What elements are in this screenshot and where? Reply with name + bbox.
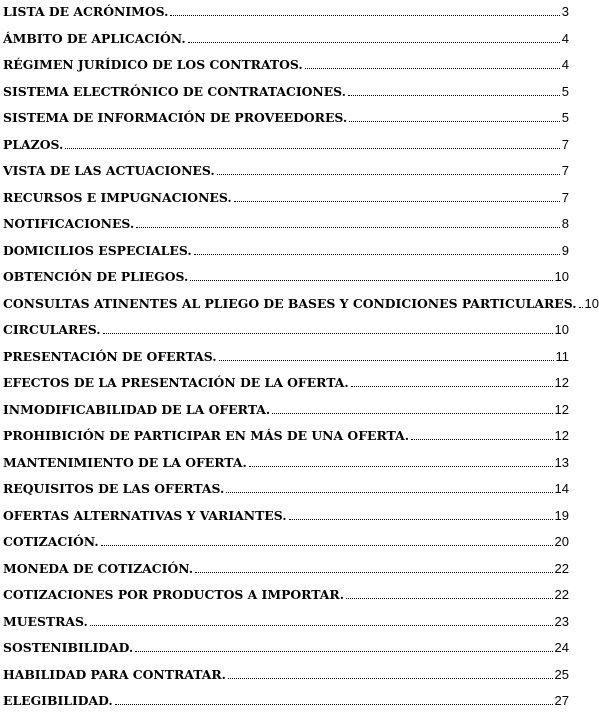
toc-entry-title: COTIZACIÓN. bbox=[3, 534, 99, 549]
toc-entry-page: 14 bbox=[554, 481, 569, 496]
toc-entry-page: 23 bbox=[554, 613, 569, 629]
toc-entry-title: HABILIDAD PARA CONTRATAR. bbox=[3, 666, 226, 682]
toc-entry-title: SOSTENIBILIDAD. bbox=[3, 640, 134, 655]
dot-leader bbox=[170, 15, 559, 16]
dot-leader bbox=[65, 148, 559, 149]
toc-entry-title: CONSULTAS ATINENTES AL PLIEGO DE BASES Y CONDICIONES PARTICULARES. bbox=[3, 295, 577, 311]
toc-entry-inmodificabilidad[interactable] bbox=[3, 401, 569, 428]
toc-entry-title: OBTENCIÓN DE PLIEGOS. bbox=[3, 269, 189, 284]
dot-leader bbox=[411, 439, 553, 440]
dot-leader bbox=[289, 519, 553, 520]
toc-entry-page: 5 bbox=[561, 83, 569, 99]
toc-entry-page: 8 bbox=[561, 216, 569, 231]
toc-entry-obtencion-de-pliegos[interactable] bbox=[3, 268, 569, 295]
dot-leader bbox=[579, 307, 583, 308]
toc-entry-title: OFERTAS ALTERNATIVAS Y VARIANTES. bbox=[3, 507, 287, 523]
toc-entry-presentacion-de-ofertas[interactable] bbox=[3, 348, 569, 375]
toc-entry-title: RECURSOS E IMPUGNACIONES. bbox=[3, 189, 232, 205]
toc-entry-page: 22 bbox=[554, 587, 569, 602]
toc-entry-page: 20 bbox=[554, 534, 569, 549]
toc-entry-title: NOTIFICACIONES. bbox=[3, 216, 135, 231]
toc-entry-title: PROHIBICIÓN DE PARTICIPAR EN MÁS DE UNA OFERTA. bbox=[3, 428, 410, 443]
toc-entry-title: MANTENIMIENTO DE LA OFERTA. bbox=[3, 454, 247, 470]
toc-entry-domicilios-especiales[interactable] bbox=[3, 242, 569, 269]
toc-entry-sostenibilidad[interactable] bbox=[3, 639, 569, 666]
toc-entry-page: 7 bbox=[561, 136, 569, 152]
toc-entry-title: MUESTRAS. bbox=[3, 613, 88, 629]
toc-entry-title: CIRCULARES. bbox=[3, 322, 101, 337]
toc-entry-cotizacion[interactable] bbox=[3, 533, 569, 560]
toc-entry-consultas-atinentes[interactable] bbox=[3, 295, 599, 322]
toc-entry-page: 10 bbox=[554, 269, 569, 284]
toc-entry-title: ELEGIBILIDAD. bbox=[3, 693, 113, 708]
toc-entry-page: 5 bbox=[561, 110, 569, 125]
dot-leader bbox=[90, 625, 553, 626]
dot-leader bbox=[115, 704, 553, 705]
dot-leader bbox=[101, 545, 553, 546]
dot-leader bbox=[305, 68, 560, 69]
toc-entry-ofertas-alternativas[interactable] bbox=[3, 507, 569, 534]
toc-entry-page: 4 bbox=[561, 30, 569, 46]
toc-entry-page: 3 bbox=[561, 4, 569, 19]
toc-entry-title: MONEDA DE COTIZACIÓN. bbox=[3, 560, 194, 576]
table-of-contents bbox=[3, 3, 599, 719]
toc-entry-page: 12 bbox=[554, 428, 569, 443]
toc-entry-efectos-de-la-presentacion[interactable] bbox=[3, 374, 569, 401]
dot-leader bbox=[103, 333, 553, 334]
toc-entry-notificaciones[interactable] bbox=[3, 215, 569, 242]
toc-entry-page: 7 bbox=[561, 163, 569, 178]
toc-entry-cotizaciones-por-productos[interactable] bbox=[3, 586, 569, 613]
dot-leader bbox=[195, 572, 552, 573]
toc-entry-page: 11 bbox=[555, 348, 569, 364]
toc-entry-page: 24 bbox=[554, 640, 569, 655]
dot-leader bbox=[348, 95, 560, 96]
dot-leader bbox=[234, 201, 560, 202]
toc-entry-page: 7 bbox=[561, 189, 569, 205]
toc-entry-title: PRESENTACIÓN DE OFERTAS. bbox=[3, 348, 217, 364]
toc-entry-title: EFECTOS DE LA PRESENTACIÓN DE LA OFERTA. bbox=[3, 375, 349, 390]
dot-leader bbox=[190, 280, 552, 281]
toc-entry-title: COTIZACIONES POR PRODUCTOS A IMPORTAR. bbox=[3, 587, 345, 602]
toc-entry-mantenimiento-de-la-oferta[interactable] bbox=[3, 454, 569, 481]
toc-entry-page: 4 bbox=[561, 57, 569, 72]
toc-entry-page: 19 bbox=[554, 507, 569, 523]
toc-entry-ambito-de-aplicacion[interactable] bbox=[3, 30, 569, 57]
toc-entry-title: ÁMBITO DE APLICACIÓN. bbox=[3, 30, 186, 46]
dot-leader bbox=[188, 42, 560, 43]
toc-entry-title: INMODIFICABILIDAD DE LA OFERTA. bbox=[3, 401, 271, 417]
toc-entry-recursos-e-impugnaciones[interactable] bbox=[3, 189, 569, 216]
toc-entry-page: 25 bbox=[554, 666, 569, 682]
toc-entry-regimen-juridico[interactable] bbox=[3, 56, 569, 83]
dot-leader bbox=[228, 678, 553, 679]
toc-entry-page: 10 bbox=[584, 295, 599, 311]
toc-entry-habilidad-para-contratar[interactable] bbox=[3, 666, 569, 693]
dot-leader bbox=[351, 386, 553, 387]
toc-entry-muestras[interactable] bbox=[3, 613, 569, 640]
toc-entry-title: VISTA DE LAS ACTUACIONES. bbox=[3, 163, 215, 178]
toc-entry-sistema-electronico[interactable] bbox=[3, 83, 569, 110]
dot-leader bbox=[194, 254, 560, 255]
toc-entry-requisitos-de-las-ofertas[interactable] bbox=[3, 480, 569, 507]
dot-leader bbox=[219, 360, 554, 361]
dot-leader bbox=[135, 651, 552, 652]
toc-entry-title: REQUISITOS DE LAS OFERTAS. bbox=[3, 481, 225, 496]
toc-entry-page: 12 bbox=[554, 375, 569, 390]
dot-leader bbox=[346, 598, 553, 599]
toc-entry-title: LISTA DE ACRÓNIMOS. bbox=[3, 4, 169, 19]
toc-entry-title: SISTEMA DE INFORMACIÓN DE PROVEEDORES. bbox=[3, 110, 348, 125]
dot-leader bbox=[349, 121, 560, 122]
toc-entry-lista-de-acronimos[interactable] bbox=[3, 3, 569, 30]
toc-entry-title: RÉGIMEN JURÍDICO DE LOS CONTRATOS. bbox=[3, 57, 303, 72]
toc-entry-page: 10 bbox=[554, 322, 569, 337]
toc-entry-page: 9 bbox=[561, 242, 569, 258]
toc-entry-circulares[interactable] bbox=[3, 321, 569, 348]
toc-entry-title: PLAZOS. bbox=[3, 136, 64, 152]
dot-leader bbox=[136, 227, 560, 228]
toc-entry-title: SISTEMA ELECTRÓNICO DE CONTRATACIONES. bbox=[3, 83, 346, 99]
toc-entry-prohibicion-de-participar[interactable] bbox=[3, 427, 569, 454]
toc-entry-page: 27 bbox=[554, 693, 569, 708]
toc-entry-title: DOMICILIOS ESPECIALES. bbox=[3, 242, 192, 258]
toc-entry-page: 13 bbox=[554, 454, 569, 470]
dot-leader bbox=[217, 174, 560, 175]
toc-entry-vista-de-las-actuaciones[interactable] bbox=[3, 162, 569, 189]
dot-leader bbox=[249, 466, 553, 467]
dot-leader bbox=[272, 413, 552, 414]
toc-entry-plazos[interactable] bbox=[3, 136, 569, 163]
toc-entry-sistema-de-informacion[interactable] bbox=[3, 109, 569, 136]
toc-entry-elegibilidad[interactable] bbox=[3, 692, 569, 719]
dot-leader bbox=[226, 492, 552, 493]
toc-entry-page: 12 bbox=[554, 401, 569, 417]
toc-entry-page: 22 bbox=[554, 560, 569, 576]
toc-entry-moneda-de-cotizacion[interactable] bbox=[3, 560, 569, 587]
